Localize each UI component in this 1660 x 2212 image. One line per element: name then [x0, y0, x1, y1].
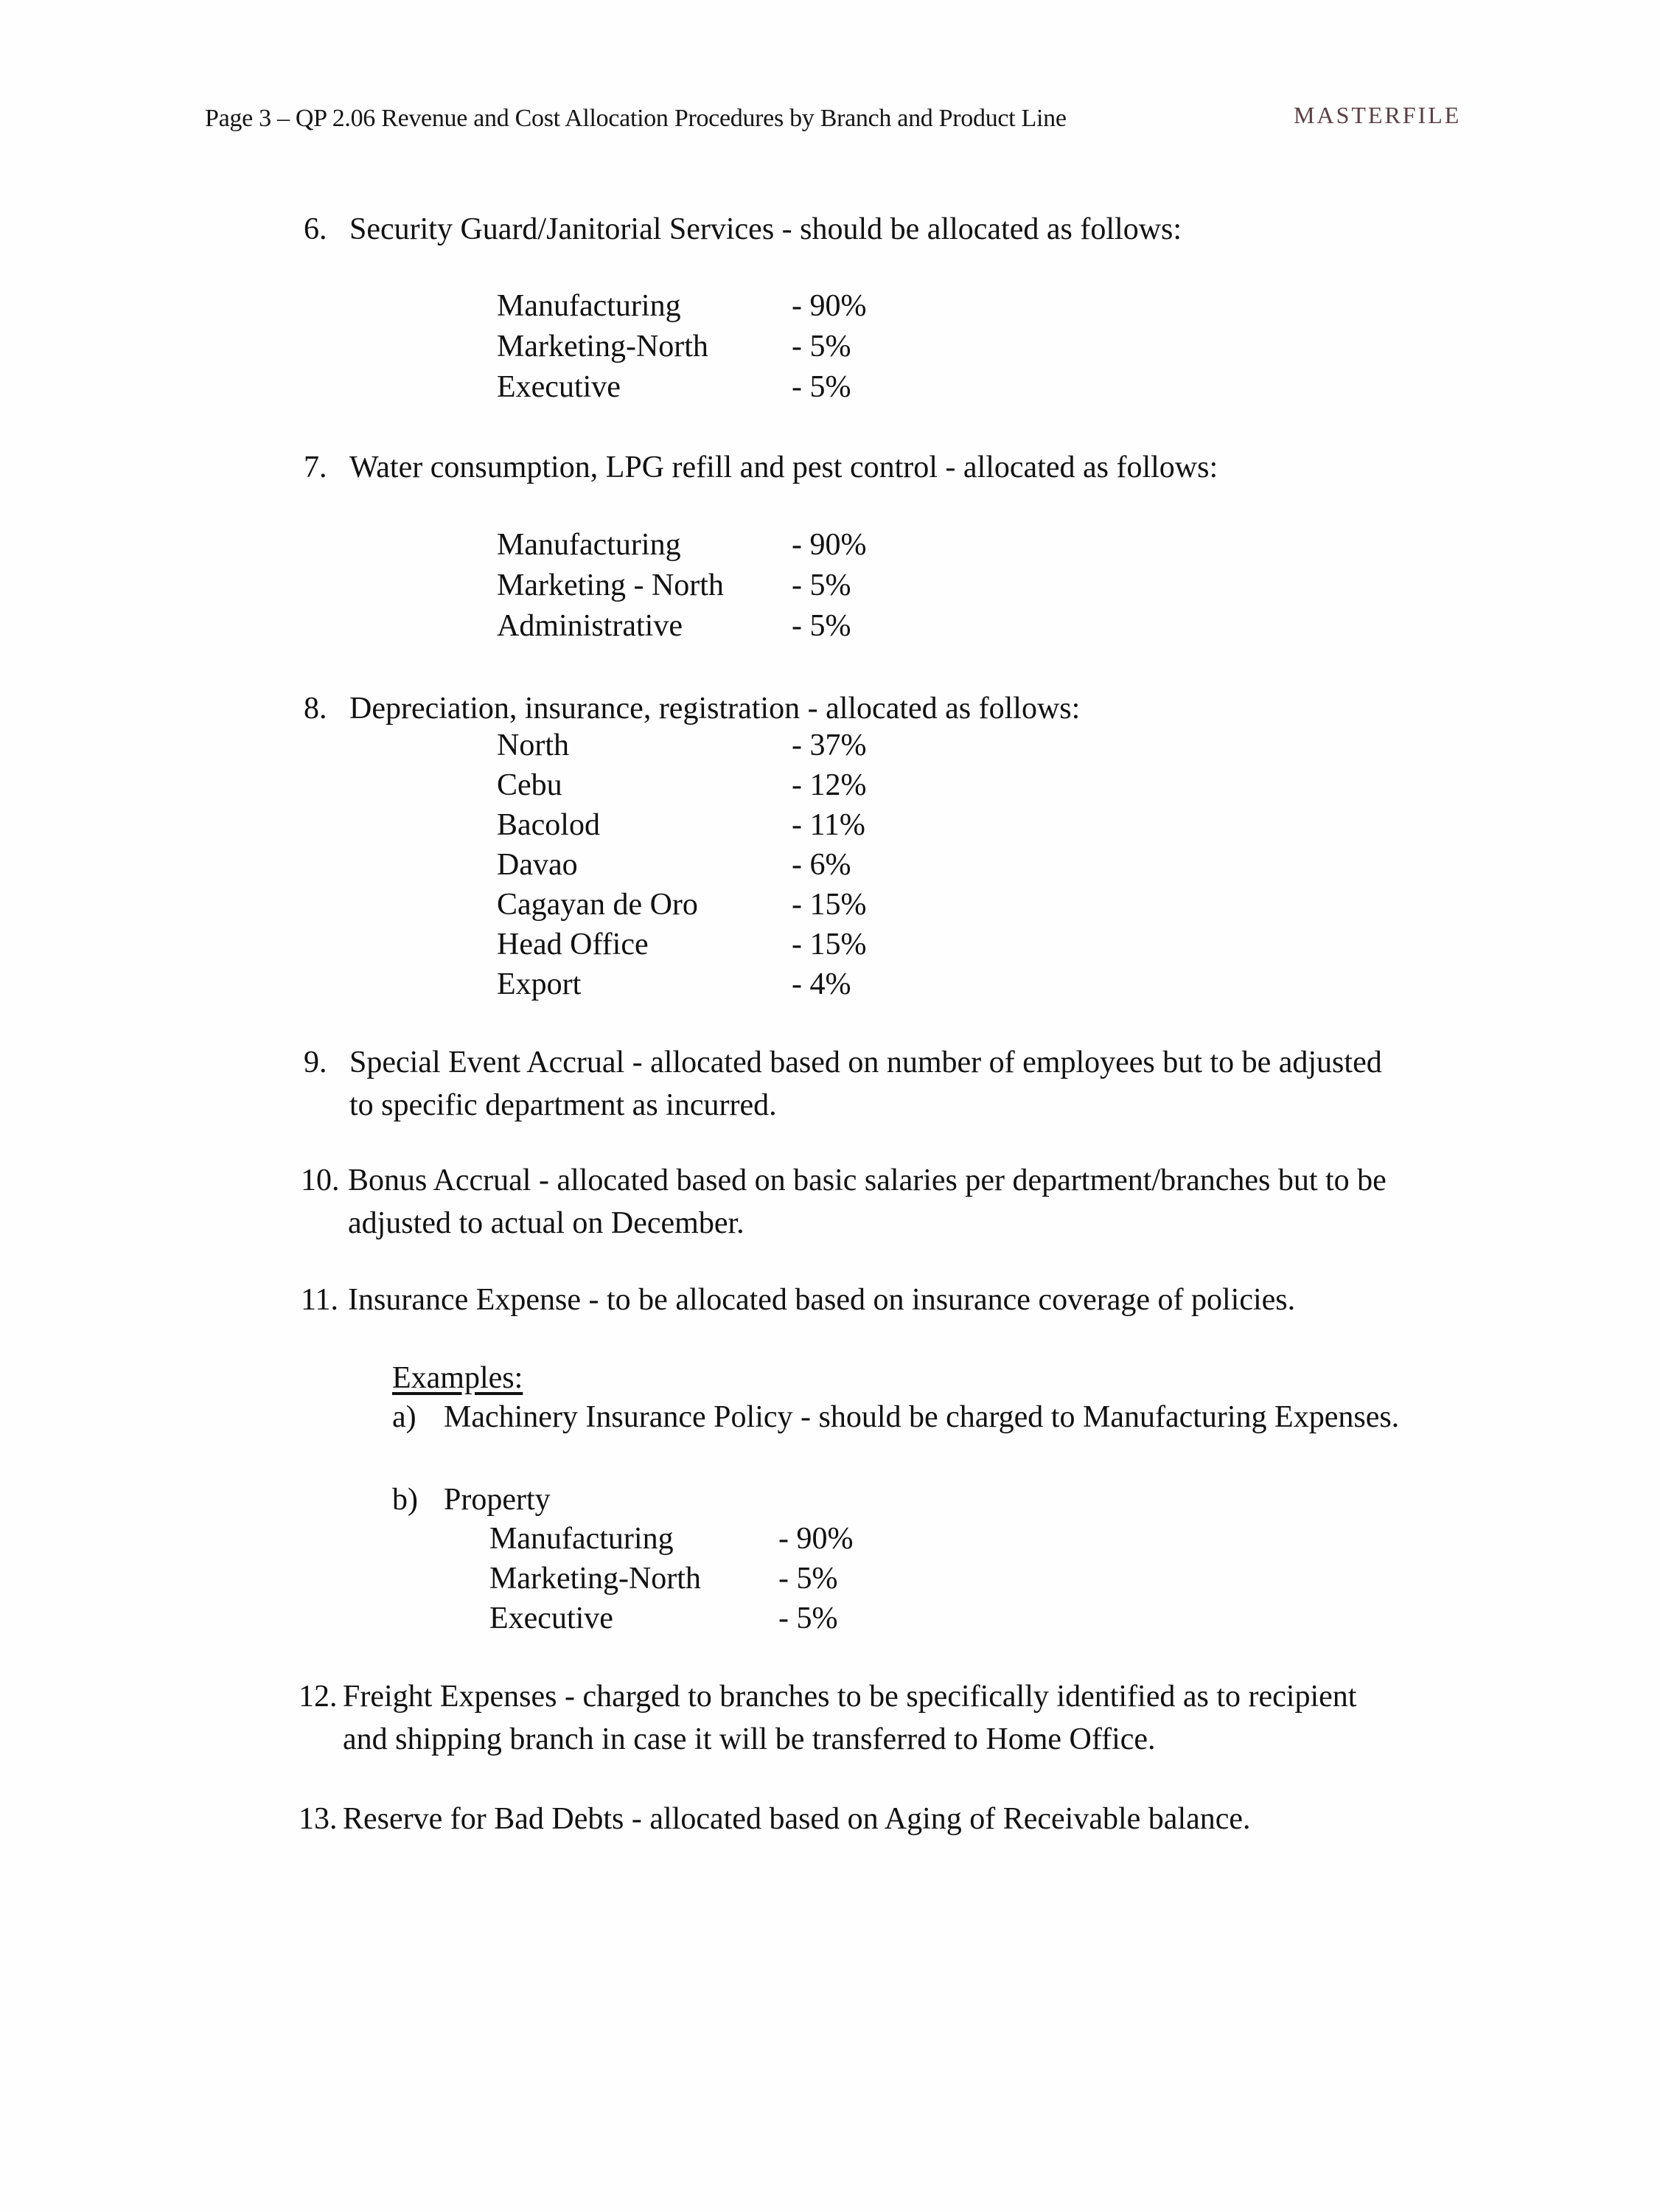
- item-number: 6.: [304, 212, 327, 246]
- allocation-label: Marketing - North: [497, 568, 724, 602]
- item-10: [301, 1159, 1387, 1245]
- allocation-label: Manufacturing: [497, 289, 681, 323]
- allocation-row: [497, 566, 866, 606]
- example-text: Machinery Insurance Policy - should be charged to Manufacturing Expenses.: [444, 1400, 1400, 1434]
- item-8: [304, 687, 1080, 730]
- example-marker: b): [392, 1483, 418, 1517]
- item-number: 8.: [304, 692, 327, 726]
- item-6: [304, 208, 1182, 251]
- allocation-row: [497, 367, 866, 408]
- item-number: 9.: [304, 1046, 327, 1079]
- item-text: Depreciation, insurance, registration - allocated as follows:: [349, 692, 1081, 726]
- item-12: [299, 1675, 1356, 1761]
- item-text: Insurance Expense - to be allocated based on insurance coverage of policies.: [348, 1283, 1296, 1317]
- item-text: Water consumption, LPG refill and pest control - allocated as follows:: [349, 451, 1218, 484]
- allocation-value: - 5%: [778, 1601, 838, 1635]
- item-number: 11.: [301, 1283, 338, 1317]
- allocation-value: - 6%: [792, 848, 851, 882]
- item-number: 13.: [299, 1802, 338, 1836]
- allocation-value: - 15%: [792, 928, 867, 961]
- allocation-row: [489, 1599, 853, 1638]
- item-13: [299, 1798, 1251, 1840]
- allocation-value: - 5%: [792, 609, 851, 643]
- allocation-label: Bacolod: [497, 808, 600, 842]
- allocation-row: [497, 327, 866, 367]
- item-text-line1: Bonus Accrual - allocated based on basic salaries per department/branches but to be: [348, 1164, 1387, 1197]
- allocation-value: - 90%: [792, 289, 867, 323]
- allocation-value: - 15%: [792, 888, 867, 922]
- item-9: [304, 1041, 1382, 1127]
- example-a: [392, 1399, 1399, 1435]
- allocation-value: - 12%: [792, 768, 867, 802]
- allocation-value: - 5%: [792, 330, 851, 364]
- item-text-line2: and shipping branch in case it will be transferred to Home Office.: [343, 1722, 1156, 1756]
- allocation-label: Executive: [497, 370, 621, 404]
- item-7: [304, 446, 1218, 489]
- allocation-row: [497, 726, 866, 765]
- allocation-row: [497, 765, 866, 805]
- masterfile-stamp: MASTERFILE: [1294, 102, 1462, 128]
- item-number: 12.: [299, 1680, 338, 1714]
- allocation-list-item-6: [497, 286, 866, 408]
- allocation-label: Executive: [489, 1601, 613, 1635]
- allocation-value: - 5%: [792, 370, 851, 404]
- item-text-line2: to specific department as incurred.: [349, 1088, 777, 1122]
- allocation-label: Manufacturing: [497, 528, 681, 562]
- item-text-line1: Special Event Accrual - allocated based on number of employees but to be adjusted: [349, 1046, 1382, 1079]
- allocation-label: Davao: [497, 848, 578, 882]
- item-text-line2: adjusted to actual on December.: [348, 1206, 744, 1240]
- allocation-label: North: [497, 728, 569, 762]
- allocation-list-property: [489, 1519, 853, 1638]
- item-number: 10.: [301, 1164, 340, 1197]
- item-text: Reserve for Bad Debts - allocated based on Aging of Receivable balance.: [343, 1802, 1251, 1836]
- item-number: 7.: [304, 451, 327, 484]
- allocation-row: [497, 606, 866, 647]
- allocation-label: Manufacturing: [489, 1522, 674, 1556]
- allocation-value: - 5%: [792, 568, 851, 602]
- item-text: Security Guard/Janitorial Services - should be allocated as follows:: [349, 212, 1182, 246]
- examples-heading: Examples:: [392, 1361, 523, 1395]
- allocation-value: - 90%: [792, 528, 867, 562]
- allocation-row: [489, 1519, 853, 1559]
- allocation-label: Head Office: [497, 928, 649, 961]
- allocation-list-item-7: [497, 525, 866, 647]
- allocation-label: Export: [497, 967, 582, 1001]
- allocation-value: - 5%: [778, 1562, 838, 1596]
- allocation-row: [497, 964, 866, 1004]
- allocation-row: [497, 525, 866, 566]
- allocation-row: [497, 845, 866, 885]
- allocation-row: [497, 925, 866, 964]
- example-marker: a): [392, 1400, 416, 1434]
- allocation-label: Administrative: [497, 609, 683, 643]
- allocation-value: - 4%: [792, 967, 851, 1001]
- item-11: [301, 1279, 1295, 1321]
- allocation-list-item-8: [497, 726, 866, 1004]
- allocation-value: - 90%: [778, 1522, 854, 1556]
- allocation-row: [497, 286, 866, 327]
- allocation-value: - 37%: [792, 728, 867, 762]
- page-header-title: Page 3 – QP 2.06 Revenue and Cost Allocation Procedures by Branch and Product Line: [205, 105, 1067, 132]
- allocation-value: - 11%: [792, 808, 865, 842]
- item-text-line1: Freight Expenses - charged to branches to be specifically identified as to recipient: [343, 1680, 1357, 1714]
- example-b: [392, 1482, 551, 1517]
- allocation-label: Cebu: [497, 768, 562, 802]
- allocation-label: Marketing-North: [489, 1562, 701, 1596]
- allocation-label: Cagayan de Oro: [497, 888, 698, 922]
- allocation-label: Marketing-North: [497, 330, 708, 364]
- example-text: Property: [444, 1483, 551, 1517]
- allocation-row: [489, 1559, 853, 1599]
- allocation-row: [497, 805, 866, 845]
- allocation-row: [497, 885, 866, 925]
